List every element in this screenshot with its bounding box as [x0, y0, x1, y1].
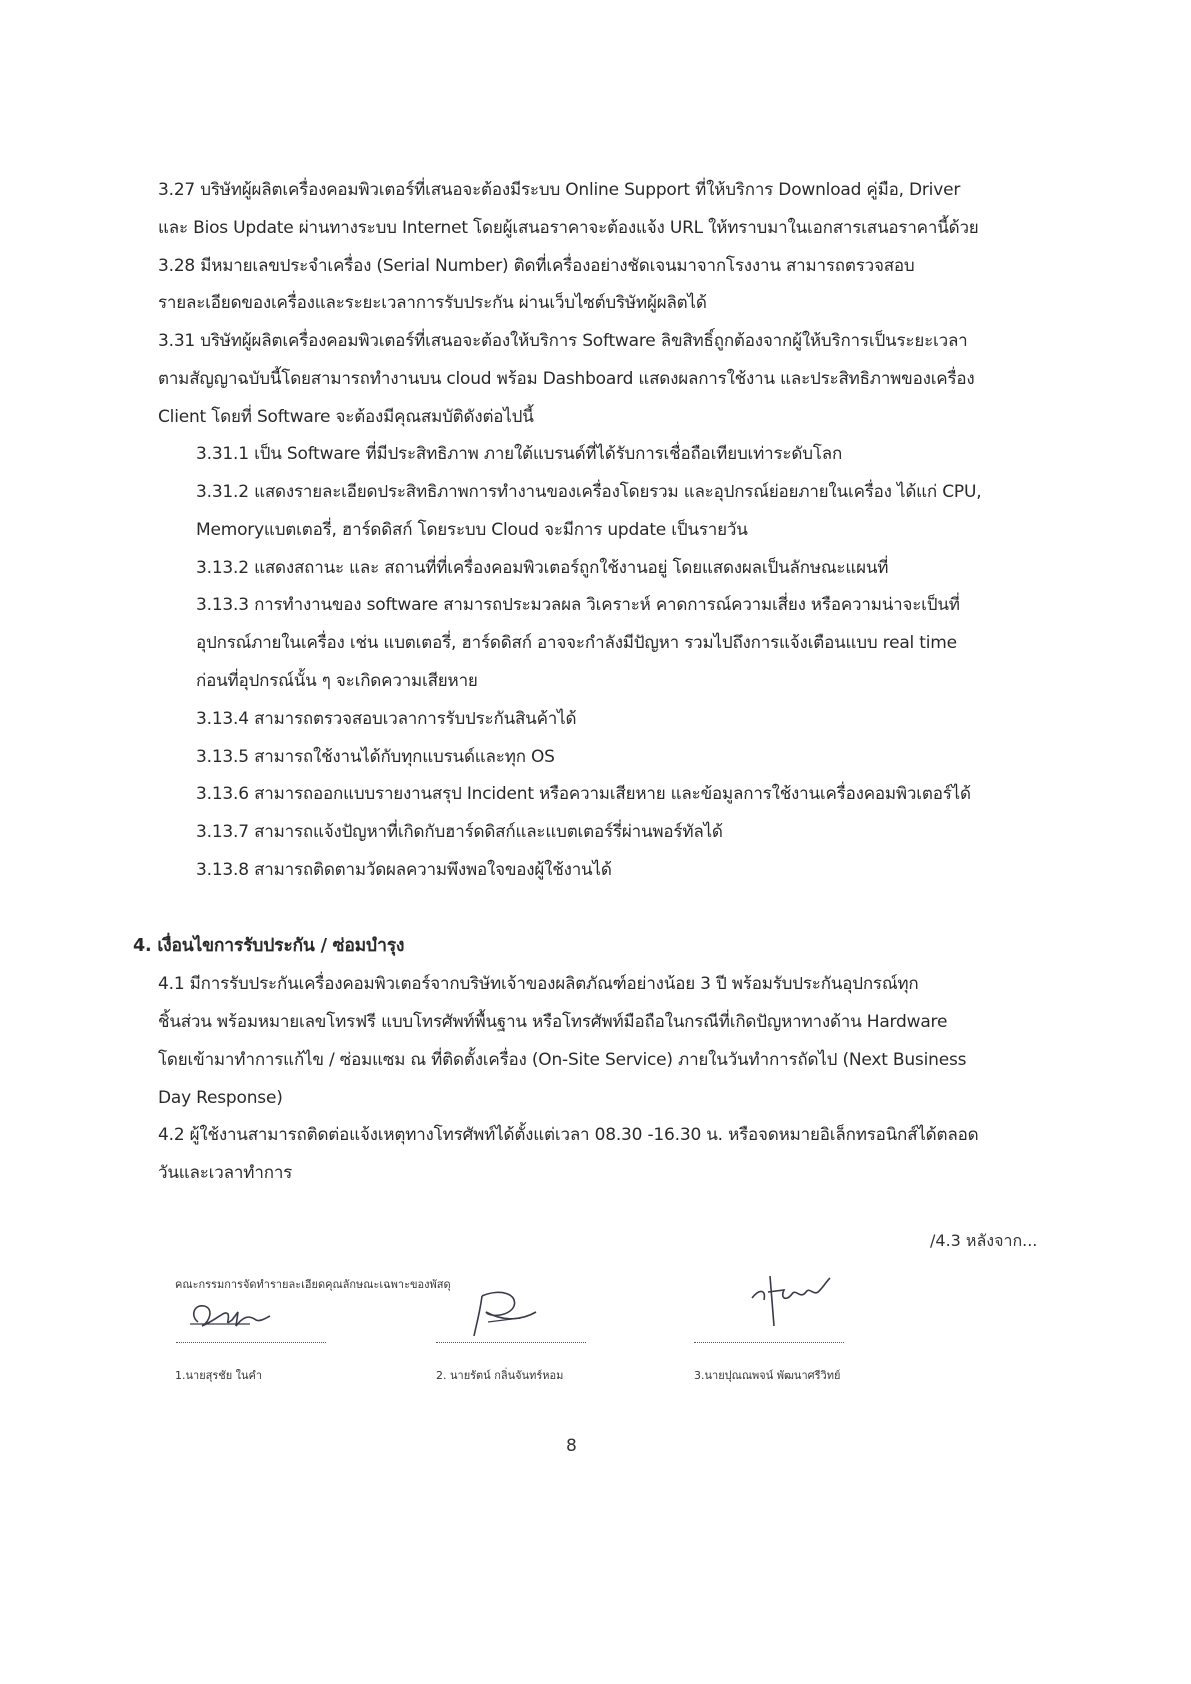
signature-3-name: 3.นายปุณณพจน์ พัฒนาศรีวิทย์ [694, 1369, 841, 1382]
signature-3-icon [740, 1268, 840, 1328]
clause-3-31-2-line-2: Memoryแบตเตอรี่, ฮาร์ดดิสก์ โดยระบบ Cloud จะมีการ update เป็นรายวัน [196, 520, 748, 540]
section-4-heading: 4. เงื่อนไขการรับประกัน / ซ่อมบำรุง [133, 936, 405, 956]
clause-4-1-line-4: Day Response) [158, 1088, 283, 1108]
clause-4-1-line-1: 4.1 มีการรับประกันเครื่องคอมพิวเตอร์จากบริษัทเจ้าของผลิตภัณฑ์อย่างน้อย 3 ปี พร้อมรับประกันอุปกรณ์ทุก [158, 974, 919, 994]
clause-3-13-4: 3.13.4 สามารถตรวจสอบเวลาการรับประกันสินค้าได้ [196, 709, 577, 729]
clause-3-31-line-1: 3.31 บริษัทผู้ผลิตเครื่องคอมพิวเตอร์ที่เสนอจะต้องให้บริการ Software ลิขสิทธิ์ถูกต้องจากผู้ให้บริการเป็นระยะเวลา [158, 331, 968, 351]
clause-3-27-line-2: และ Bios Update ผ่านทางระบบ Internet โดยผู้เสนอราคาจะต้องแจ้ง URL ให้ทราบมาในเอกสารเสนอราคานี้ด้วย [158, 218, 979, 238]
next-page-reference: /4.3 หลังจาก... [930, 1231, 1038, 1250]
clause-3-28-line-1: 3.28 มีหมายเลขประจำเครื่อง (Serial Number) ติดที่เครื่องอย่างชัดเจนมาจากโรงงาน สามารถตรวจสอบ [158, 256, 915, 276]
clause-4-2-line-2: วันและเวลาทำการ [158, 1163, 293, 1183]
committee-title: คณะกรรมการจัดทำรายละเอียดคุณลักษณะเฉพาะของพัสดุ [175, 1278, 451, 1291]
clause-4-1-line-2: ชิ้นส่วน พร้อมหมายเลขโทรฟรี แบบโทรศัพท์พื้นฐาน หรือโทรศัพท์มือถือในกรณีที่เกิดปัญหาทางด้าน Hardware [158, 1012, 948, 1032]
signature-1-name: 1.นายสุรชัย ในคำ [175, 1369, 263, 1382]
page-number: 8 [566, 1436, 577, 1456]
signature-2-name: 2. นายรัตน์ กลิ่นจันทร์หอม [436, 1369, 564, 1382]
signature-3-line [694, 1342, 844, 1343]
clause-3-13-3-line-1: 3.13.3 การทำงานของ software สามารถประมวลผล วิเคราะห์ คาดการณ์ความเสี่ยง หรือความน่าจะเป็นที่ [196, 595, 960, 615]
clause-3-13-3-line-3: ก่อนที่อุปกรณ์นั้น ๆ จะเกิดความเสียหาย [196, 671, 478, 691]
clause-3-13-5: 3.13.5 สามารถใช้งานได้กับทุกแบรนด์และทุก OS [196, 747, 555, 767]
signature-2-line [436, 1342, 586, 1343]
clause-3-27-line-1: 3.27 บริษัทผู้ผลิตเครื่องคอมพิวเตอร์ที่เสนอจะต้องมีระบบ Online Support ที่ให้บริการ Download คู่มือ, Driver [158, 180, 961, 200]
clause-4-2-line-1: 4.2 ผู้ใช้งานสามารถติดต่อแจ้งเหตุทางโทรศัพท์ได้ตั้งแต่เวลา 08.30 -16.30 น. หรือจดหมายอิเล็กทรอนิกส์ได้ตลอด [158, 1125, 979, 1145]
clause-3-31-line-3: Client โดยที่ Software จะต้องมีคุณสมบัติดังต่อไปนี้ [158, 407, 534, 427]
clause-3-13-3-line-2: อุปกรณ์ภายในเครื่อง เช่น แบตเตอรี่, ฮาร์ดดิสก์ อาจจะกำลังมีปัญหา รวมไปถึงการแจ้งเตือนแบบ real time [196, 633, 957, 653]
clause-3-31-line-2: ตามสัญญาฉบับนี้โดยสามารถทำงานบน cloud พร้อม Dashboard แสดงผลการใช้งาน และประสิทธิภาพของเครื่อง [158, 369, 975, 389]
clause-3-13-8: 3.13.8 สามารถติดตามวัดผลความพึงพอใจของผู้ใช้งานได้ [196, 860, 612, 880]
signature-1-icon [180, 1296, 280, 1338]
clause-3-28-line-2: รายละเอียดของเครื่องและระยะเวลาการรับประกัน ผ่านเว็บไซต์บริษัทผู้ผลิตได้ [158, 293, 707, 313]
signature-1-line [176, 1342, 326, 1343]
signature-2-icon [460, 1282, 560, 1342]
clause-3-31-2-line-1: 3.31.2 แสดงรายละเอียดประสิทธิภาพการทำงานของเครื่องโดยรวม และอุปกรณ์ย่อยภายในเครื่อง ได้แก่ CPU, [196, 482, 982, 502]
clause-3-31-1: 3.31.1 เป็น Software ที่มีประสิทธิภาพ ภายใต้แบรนด์ที่ได้รับการเชื่อถือเทียบเท่าระดับโลก [196, 444, 843, 464]
clause-4-1-line-3: โดยเข้ามาทำการแก้ไข / ซ่อมแซม ณ ที่ติดตั้งเครื่อง (On-Site Service) ภายในวันทำการถัดไป (Next Business [158, 1050, 967, 1070]
clause-3-13-7: 3.13.7 สามารถแจ้งปัญหาที่เกิดกับฮาร์ดดิสก์และแบตเตอร์รี่ผ่านพอร์ทัลได้ [196, 822, 723, 842]
clause-3-13-2: 3.13.2 แสดงสถานะ และ สถานที่ที่เครื่องคอมพิวเตอร์ถูกใช้งานอยู่ โดยแสดงผลเป็นลักษณะแผนที่ [196, 558, 889, 578]
clause-3-13-6: 3.13.6 สามารถออกแบบรายงานสรุป Incident หรือความเสียหาย และข้อมูลการใช้งานเครื่องคอมพิวเตอร์ได้ [196, 784, 971, 804]
